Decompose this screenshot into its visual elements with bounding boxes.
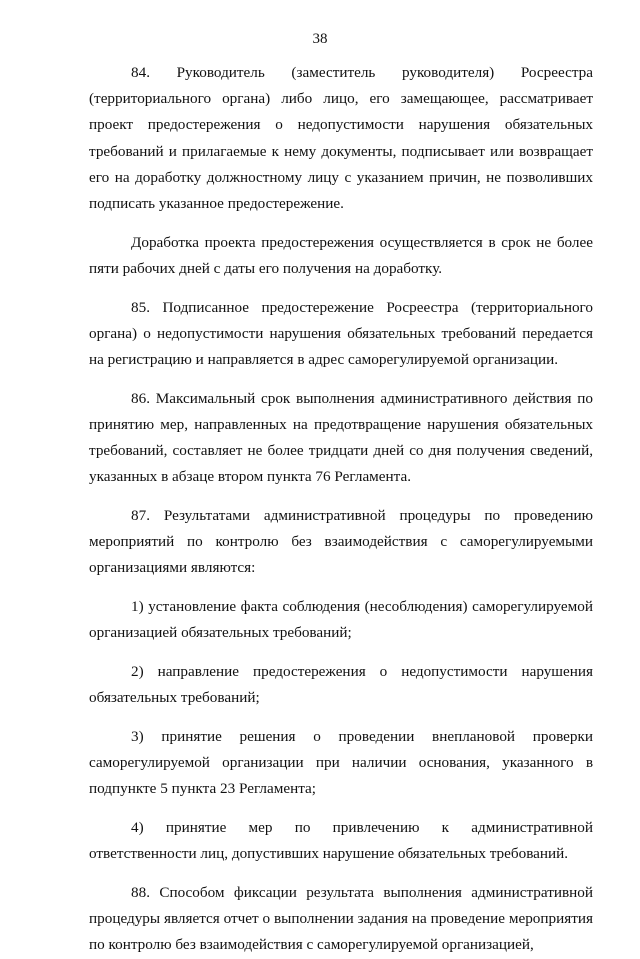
- paragraph-88: 88. Способом фиксации результата выполнения административной процедуры является отчет о выполнении задания на проведение мероприятия по контролю без взаимодействия с саморегулируемой организацией,: [89, 883, 593, 954]
- page-number: 38: [312, 31, 328, 47]
- body-text: [89, 60, 593, 959]
- list-item-4: 4) принятие мер по привлечению к административной ответственности лиц, допустивших нарушение обязательных требований.: [89, 819, 593, 863]
- paragraph-87: 87. Результатами административной процедуры по проведению мероприятий по контролю без взаимодействия с саморегулируемыми организациями являются:: [89, 507, 593, 577]
- paragraph-85: 85. Подписанное предостережение Росреестра (территориального органа) о недопустимости нарушения обязательных требований передается на регистрацию и направляется в адрес саморегулируемой организации.: [89, 298, 593, 369]
- list-item-1: 1) установление факта соблюдения (несоблюдения) саморегулируемой организацией обязательных требований;: [89, 598, 593, 642]
- list-item-2: 2) направление предостережения о недопустимости нарушения обязательных требований;: [89, 663, 593, 707]
- paragraph-84: 84. Руководитель (заместитель руководителя) Росреестра (территориального органа) либо лицо, его замещающее, рассматривает проект предостережения о недопустимости нарушения обязательных требований и прилагаемые к нему документы, подписывает или возвращает его на доработку должностному лицу с указанием причин, не позволивших подписать указанное предостережение.: [89, 64, 593, 213]
- list-item-3: 3) принятие решения о проведении внеплановой проверки саморегулируемой организации при наличии основания, указанного в подпункте 5 пункта 23 Регламента;: [89, 727, 593, 798]
- paragraph-84-revision: Доработка проекта предостережения осуществляется в срок не более пяти рабочих дней с даты его получения на доработку.: [89, 233, 593, 277]
- paragraph-86: 86. Максимальный срок выполнения административного действия по принятию мер, направленных на предотвращение нарушения обязательных требований, составляет не более тридцати дней со дня получения сведений, указанных в абзаце втором пункта 76 Регламента.: [89, 389, 593, 486]
